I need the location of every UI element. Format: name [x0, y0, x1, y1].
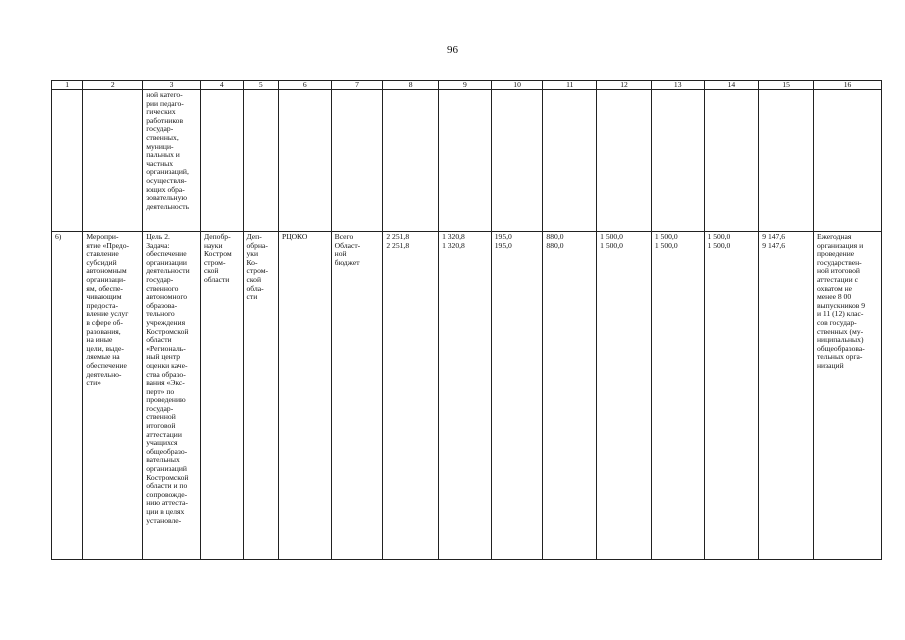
column-number-header: 9	[439, 81, 492, 90]
result-text: Ежегодная организация и проведение государствен- ной итоговой аттестации с охватом не менее 8 00 выпускников 9 и 11 (12) клас- сов государ- ственных (му- ниципальных) общеобразова- тельных орга- низаций	[816, 232, 866, 370]
column-number-header: 13	[651, 81, 704, 90]
column-number-header: 16	[813, 81, 881, 90]
value-cell	[543, 232, 597, 560]
table-cell	[759, 90, 814, 232]
value-regional: 1 320,8	[442, 240, 465, 250]
column-number-header: 8	[383, 81, 439, 90]
value-cell	[383, 232, 439, 560]
table-cell	[200, 90, 243, 232]
executor-cell	[278, 232, 331, 560]
source-total-label: Всего	[334, 232, 354, 241]
column-number-header: 2	[83, 81, 143, 90]
column-number-header: 1	[52, 81, 83, 90]
value-total: 9 147,6	[762, 232, 786, 241]
executor-text: РЦОКО	[281, 232, 308, 241]
table-cell	[278, 90, 331, 232]
value-cell	[597, 232, 652, 560]
value-regional: 2 251,8	[386, 240, 410, 250]
funding-source-cell	[331, 232, 383, 560]
table-cell	[243, 90, 278, 232]
table-cell	[704, 90, 759, 232]
column-number-header: 12	[597, 81, 652, 90]
source-regional-label: Област- ной бюджет	[334, 240, 361, 267]
value-cell	[759, 232, 814, 560]
table-cell	[439, 90, 492, 232]
value-cell	[651, 232, 704, 560]
table-cell	[813, 90, 881, 232]
budget-table	[51, 80, 882, 560]
value-regional: 195,0	[494, 240, 512, 250]
continuation-row	[52, 90, 882, 232]
value-cell	[491, 232, 543, 560]
row-number: 6)	[55, 232, 62, 241]
column-number-header: 3	[143, 81, 201, 90]
table-row	[52, 232, 882, 560]
column-number-header: 15	[759, 81, 814, 90]
table-cell	[651, 90, 704, 232]
table-cell	[597, 90, 652, 232]
table-cell	[331, 90, 383, 232]
value-total: 1 500,0	[654, 232, 678, 241]
column-number-header: 4	[200, 81, 243, 90]
responsible-text: Деп- обрна- уки Ко- стром- ской обла- сти	[246, 232, 269, 302]
value-regional: 1 500,0	[600, 240, 623, 250]
goal-text: Цель 2. Задача: обеспечение организации деятельности государ- ственного автономного образова- тельного учреждения Костромской области «Региональ- ный центр оценки каче- ства образо- вания «Экс- перт» по проведению государ- ственной итоговой аттестации учащихся общеобразо- вательных организаций Костромской области и по сопровожде- нию аттеста- ции в целях установле-	[146, 232, 190, 525]
value-total: 2 251,8	[386, 232, 410, 241]
goal-cell	[143, 232, 201, 560]
value-total: 1 500,0	[600, 232, 623, 241]
value-regional: 9 147,6	[762, 240, 786, 250]
value-total: 1 500,0	[707, 232, 731, 241]
column-number-row	[52, 81, 882, 90]
table-cell	[83, 90, 143, 232]
value-regional: 1 500,0	[707, 240, 731, 250]
column-number-header: 11	[543, 81, 597, 90]
result-cell	[813, 232, 881, 560]
row-number-cell	[52, 232, 83, 560]
column-number-header: 10	[491, 81, 543, 90]
value-cell	[439, 232, 492, 560]
value-total: 1 320,8	[442, 232, 465, 241]
table-cell	[52, 90, 83, 232]
column-number-header: 14	[704, 81, 759, 90]
measure-cell	[83, 232, 143, 560]
table-cell	[491, 90, 543, 232]
measure-text: Меропри- ятие «Предо- ставление субсидий автономным организаци- ям, обеспе- чивающим предоста- вление услуг в сфере об- разования, на иные цели, выде- ляемые на обеспечение деятельно- сти»	[86, 232, 130, 388]
coordinator-text: Депобр- науки Костром стром- ской области	[203, 232, 232, 284]
value-regional: 880,0	[546, 240, 564, 250]
column-number-header: 5	[243, 81, 278, 90]
table-cell	[383, 90, 439, 232]
continued-goal-text: ной катего- рии педаго- гических работников государ- ственных, муници- пальных и частных организаций, осуществля- ющих обра- зовательную деятельность	[146, 90, 190, 211]
column-number-header: 7	[331, 81, 383, 90]
responsible-cell	[243, 232, 278, 560]
table-cell	[543, 90, 597, 232]
page-number: 96	[447, 44, 458, 56]
value-cell	[704, 232, 759, 560]
column-number-header: 6	[278, 81, 331, 90]
value-total: 195,0	[494, 232, 512, 241]
table-cell	[143, 90, 201, 232]
value-total: 880,0	[546, 232, 564, 241]
coordinator-cell	[200, 232, 243, 560]
value-regional: 1 500,0	[654, 240, 678, 250]
